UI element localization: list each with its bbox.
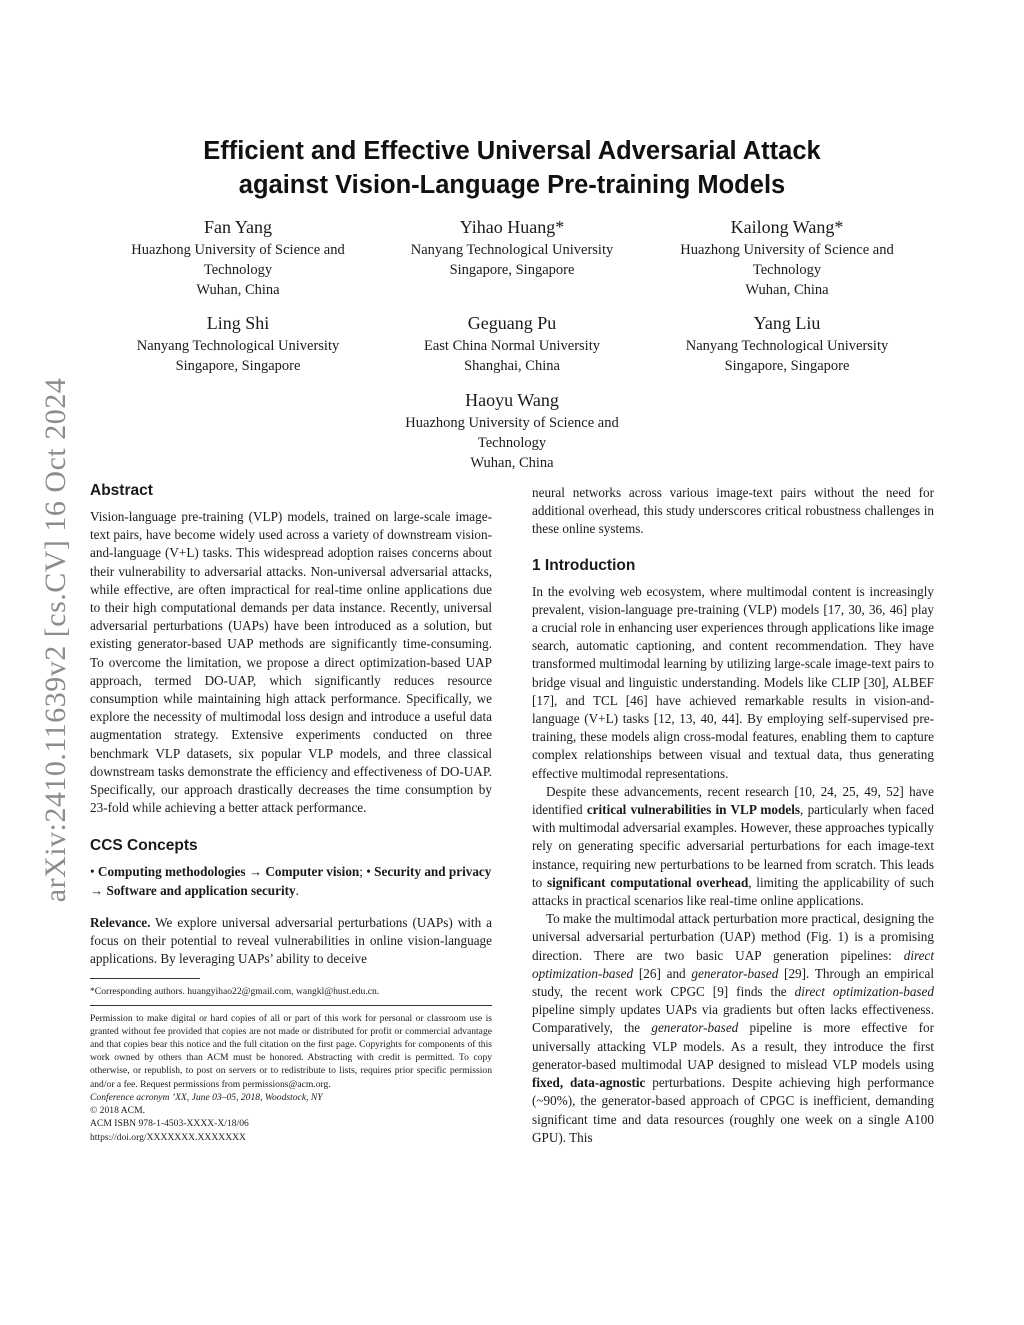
author-block	[372, 310, 652, 376]
author-location: Singapore, Singapore	[175, 358, 301, 374]
author-affiliation: Nanyang Technological University	[685, 338, 889, 354]
arxiv-stamp	[32, 320, 80, 960]
text-run: perturbations. Despite achieving high performance (~90%), the generator-based approach of CPGC is inefficient, demanding significant time and data resources (roughly one week on a single A100 GPU). This	[532, 1075, 934, 1145]
right-column	[532, 484, 934, 1147]
italic-term: direct optimization-based	[794, 984, 934, 1000]
author-affiliation: Nanyang Technological University	[136, 338, 340, 354]
relevance-label: Relevance.	[90, 914, 151, 930]
author-name: Kailong Wang*	[730, 217, 844, 237]
italic-term: direct optimization-based	[532, 947, 934, 981]
author-affiliation: Technology	[203, 262, 273, 278]
title-line-1: Efficient and Effective Universal Adversarial Attack	[203, 137, 821, 165]
ccs-item: Computer vision	[265, 864, 360, 880]
author-location: Shanghai, China	[464, 358, 560, 374]
author-affiliation: Technology	[752, 262, 822, 278]
text-run: , particularly when faced with multimodal adversarial examples. However, these approaches typically rely on generating specific adversarial perturbations for each image-text instance, requiring new perturbations to be learned from scratch. This leads to	[532, 802, 934, 890]
author-block	[98, 214, 378, 300]
ccs-heading: CCS Concepts	[90, 837, 198, 855]
isbn: ACM ISBN 978-1-4503-XXXX-X/18/06	[90, 1118, 249, 1130]
ccs-bullet: •	[366, 864, 371, 880]
author-name: Ling Shi	[206, 313, 270, 333]
doi-link[interactable]: https://doi.org/XXXXXXX.XXXXXXX	[90, 1131, 246, 1143]
text-run: Despite these advancements, recent research [10, 24, 25, 49, 52] have identified	[532, 783, 934, 818]
arxiv-stamp-text: arXiv:2410.11639v2 [cs.CV] 16 Oct 2024	[39, 377, 72, 903]
ccs-arrow: →	[90, 882, 104, 898]
author-name: Fan Yang	[203, 217, 273, 237]
author-location: Wuhan, China	[745, 282, 829, 298]
author-block	[647, 310, 927, 376]
permission-notice: Permission to make digital or hard copies of all or part of this work for personal or classroom use is granted without fee provided that copies are not made or distributed for profit or commercial advantage and that copies bear this notice and the full citation on the first page. Copyrights for components of this work owned by others than ACM must be honored. Abstracting with credit is permitted. To copy otherwise, or republish, to post on servers or to redistribute to lists, requires prior specific permission and/or a fee. Request permissions from permissions@acm.org.	[90, 1012, 492, 1090]
paper-title	[112, 134, 912, 202]
introduction-heading: 1 Introduction	[532, 556, 636, 574]
author-name: Yihao Huang*	[459, 217, 565, 237]
author-block	[98, 310, 378, 376]
ccs-bullet: •	[90, 864, 95, 880]
author-affiliation: East China Normal University	[424, 338, 600, 354]
ccs-end: .	[295, 882, 299, 898]
author-block	[372, 214, 652, 280]
corresponding-footnote: *Corresponding authors. huangyihao22@gmail.com, wangkl@hust.edu.cn.	[90, 986, 380, 998]
footnote-rule	[90, 978, 200, 979]
ccs-arrow: →	[248, 864, 263, 880]
text-run: [26] and	[633, 965, 692, 981]
author-location: Wuhan, China	[470, 455, 554, 471]
abstract-text: Vision-language pre-training (VLP) models, trained on large-scale image-text pairs, have become widely used across a variety of downstream vision-and-language (V+L) tasks. This widespread adoption raises concerns about their vulnerability to adversarial attacks. Non-universal adversarial attacks, while effective, are often impractical for real-time online applications due to their high computational demands per data instance. Recently, universal adversarial perturbations (UAPs) have been introduced as a solution, but existing generator-based UAP methods are significantly time-consuming. To overcome the limitation, we propose a direct optimization-based UAP approach, termed DO-UAP, which significantly reduces resource consumption while maintaining high attack performance. Specifically, we explore the necessity of multimodal loss design and introduce a useful data augmentation strategy. Extensive experiments conducted on three benchmark VLP datasets, six popular VLP models, and three classical downstream tasks demonstrate the efficiency and effectiveness of DO-UAP. Specifically, our approach drastically decreases the time consumption by 23-fold while achieving a better attack performance.	[90, 509, 492, 816]
copyright: © 2018 ACM.	[90, 1105, 145, 1117]
author-name: Haoyu Wang	[465, 390, 559, 410]
text-run: To make the multimodal attack perturbation more practical, designing the universal adversarial perturbation (UAP) method (Fig. 1) is a promising direction. There are two basic UAP generation pipelines:	[532, 911, 934, 963]
ccs-item: Security and privacy	[374, 864, 492, 880]
emphasis: fixed, data-agnostic	[532, 1075, 646, 1091]
ccs-separator: ;	[359, 864, 363, 880]
text-run: pipeline simply updates UAPs via gradients but often lacks effectiveness. Comparatively, the	[532, 1002, 934, 1036]
intro-paragraph-2	[532, 783, 934, 910]
abstract-continued: neural networks across various image-text pairs without the need for additional overhead, this study underscores critical robustness challenges in these online systems.	[532, 485, 934, 537]
author-location: Singapore, Singapore	[449, 262, 575, 278]
text-run: pipeline is more effective for universally attacking VLP models. As a result, they introduce the first generator-based multimodal UAP designed to mislead VLP models using	[532, 1020, 934, 1072]
author-affiliation: Huazhong University of Science and	[680, 242, 894, 258]
author-location: Wuhan, China	[196, 282, 280, 298]
title-line-2: against Vision-Language Pre-training Models	[238, 171, 786, 199]
author-block	[372, 387, 652, 473]
author-affiliation: Nanyang Technological University	[410, 242, 614, 258]
permission-rule	[90, 1005, 492, 1006]
italic-term: generator-based	[651, 1020, 739, 1036]
author-affiliation: Huazhong University of Science and	[131, 242, 345, 258]
intro-paragraph-3	[532, 910, 934, 1147]
left-column	[90, 480, 492, 1144]
emphasis: significant computational overhead	[546, 874, 749, 890]
relevance-paragraph	[90, 914, 492, 969]
author-location: Singapore, Singapore	[724, 358, 850, 374]
relevance-text: We explore universal adversarial perturbations (UAPs) with a focus on their potential to reveal vulnerabilities in online vision-language applications. By leveraging UAPs’ ability to deceive	[90, 914, 492, 967]
intro-paragraph-1: In the evolving web ecosystem, where multimodal content is increasingly prevalent, vision-language pre-training (VLP) models [17, 30, 36, 46] play a crucial role in enhancing user experiences through applications like image search, automatic captioning, and content recommendation. They have transformed multimodal learning by utilizing large-scale image-text pairs to bridge visual and linguistic understanding. Models like CLIP [30], ALBEF [17], and TCL [46] have achieved remarkable results in vision-and-language (V+L) tasks [12, 13, 40, 44]. By employing self-supervised pre-training, these models align cross-modal features, enabling them to capture complex relationships between visual and textual data, thus generating effective multimodal representations.	[532, 583, 934, 781]
author-name: Geguang Pu	[467, 313, 557, 333]
author-name: Yang Liu	[753, 313, 821, 333]
ccs-item: Computing methodologies	[97, 864, 246, 880]
abstract-heading: Abstract	[90, 482, 153, 499]
emphasis: critical vulnerabilities in VLP models	[586, 802, 800, 818]
text-run: , limiting the applicability of such attacks in practical scenarios like real-time online applications.	[532, 874, 935, 909]
author-affiliation: Huazhong University of Science and	[405, 415, 619, 431]
ccs-item: Software and application security	[106, 882, 296, 898]
author-affiliation: Technology	[477, 435, 547, 451]
conference-info: Conference acronym ’XX, June 03–05, 2018, Woodstock, NY	[90, 1091, 323, 1103]
author-block	[647, 214, 927, 300]
italic-term: generator-based	[691, 965, 779, 981]
ccs-concepts	[90, 863, 492, 899]
text-run: [29]. Through an empirical study, the recent work CPGC [9] finds the	[532, 965, 935, 1000]
